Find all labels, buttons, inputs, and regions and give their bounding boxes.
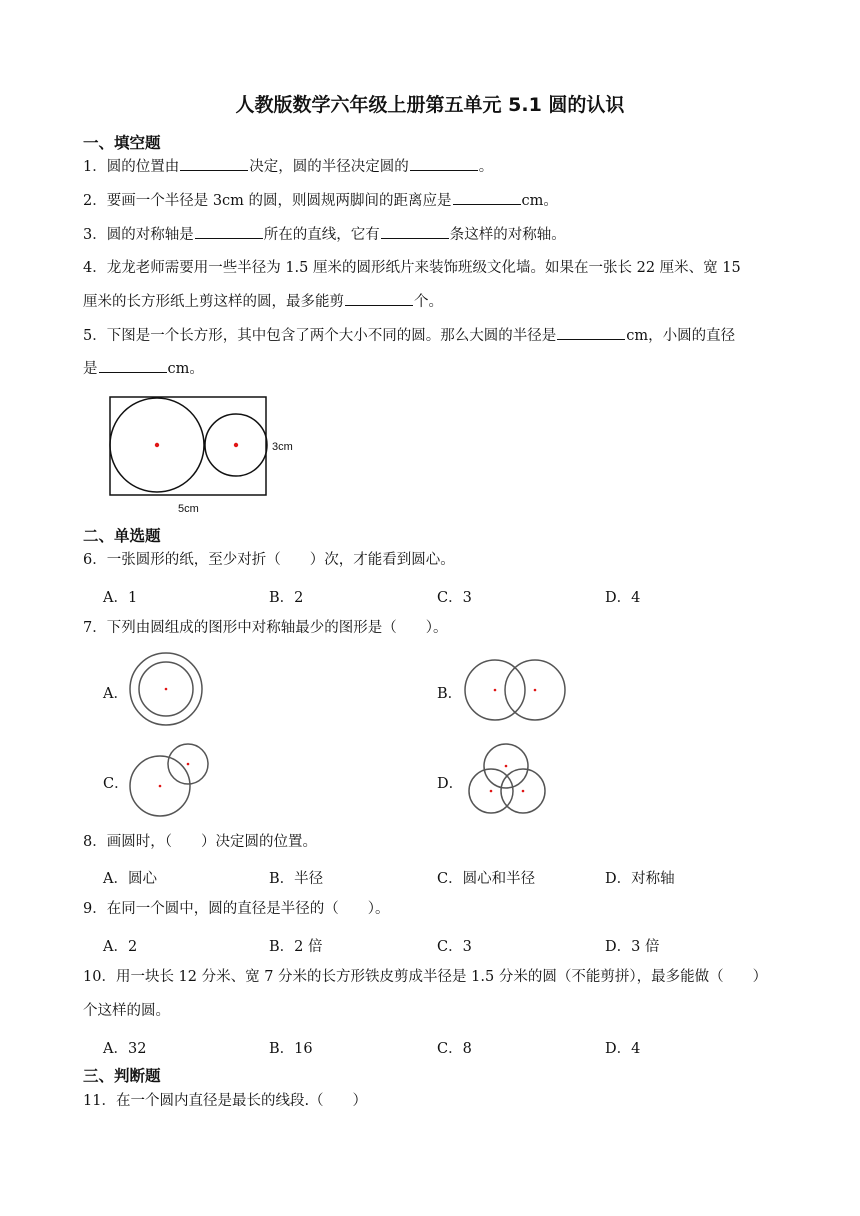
question-5-line-2: 是 cm。: [83, 353, 783, 386]
answer-blank[interactable]: [410, 154, 478, 171]
small-center-dot: [187, 763, 190, 766]
question-8: 8．画圆时，（ ）决定圆的位置。: [83, 834, 317, 850]
question-2: 2．要画一个半径是 3cm 的圆，则圆规两脚间的距离应是 cm。: [83, 185, 783, 218]
answer-blank[interactable]: [180, 154, 248, 171]
question-4-line-1: 4．龙龙老师需要用一些半径为 1.5 厘米的圆形纸片来装饰班级文化墙。如果在一张长 22 厘米、宽 15: [83, 260, 741, 276]
question-1: 1．圆的位置由 决定，圆的半径决定圆的 。: [83, 151, 783, 184]
option-d[interactable]: D．3 倍: [605, 939, 660, 955]
option-d[interactable]: D．4: [605, 590, 641, 606]
question-5-line-1: 5．下图是一个长方形，其中包含了两个大小不同的圆。那么大圆的半径是 cm，小圆的直径: [83, 320, 783, 353]
answer-blank[interactable]: [99, 356, 167, 373]
answer-blank[interactable]: [345, 289, 413, 306]
option-c[interactable]: C．: [103, 776, 129, 792]
page-title: 人教版数学六年级上册第五单元 5.1 圆的认识: [235, 94, 625, 116]
option-c[interactable]: C．3: [437, 590, 472, 606]
section-heading-choice: 二、单选题: [83, 527, 161, 545]
option-a[interactable]: A．2: [103, 939, 138, 955]
option-b[interactable]: B．16: [269, 1041, 313, 1057]
option-a[interactable]: A．32: [103, 1041, 147, 1057]
large-circle-center-dot: [155, 443, 159, 447]
answer-blank[interactable]: [381, 222, 449, 239]
option-b[interactable]: B．半径: [269, 871, 324, 887]
option-b[interactable]: B．: [437, 686, 463, 702]
option-d[interactable]: D．对称轴: [605, 871, 675, 887]
option-b[interactable]: B．2: [269, 590, 304, 606]
three-circles-figure: [462, 742, 552, 818]
width-label: 5cm: [178, 503, 199, 515]
option-a[interactable]: A．: [103, 686, 128, 702]
question-7: 7．下列由圆组成的图形中对称轴最少的图形是（ ）。: [83, 620, 448, 636]
large-center-dot: [159, 785, 162, 788]
answer-blank[interactable]: [557, 323, 625, 340]
section-heading-judge: 三、判断题: [83, 1067, 161, 1085]
option-c[interactable]: C．3: [437, 939, 472, 955]
answer-blank[interactable]: [453, 188, 521, 205]
question-11: 11．在一个圆内直径是最长的线段.（ ）: [83, 1093, 368, 1109]
small-circle-center-dot: [234, 443, 238, 447]
option-b[interactable]: B．2 倍: [269, 939, 323, 955]
question-3: 3．圆的对称轴是 所在的直线，它有 条这样的对称轴。: [83, 219, 783, 252]
question-4-line-2: 厘米的长方形纸上剪这样的圆，最多能剪 个。: [83, 286, 783, 319]
concentric-circles-figure: [126, 652, 206, 728]
right-center-dot: [534, 689, 537, 692]
option-a[interactable]: A．圆心: [103, 871, 157, 887]
left-center-dot: [494, 689, 497, 692]
bottom-left-center-dot: [490, 790, 493, 793]
bottom-right-center-dot: [522, 790, 525, 793]
option-d[interactable]: D．4: [605, 1041, 641, 1057]
option-c[interactable]: C．8: [437, 1041, 472, 1057]
height-label: 3cm: [272, 441, 293, 453]
two-equal-circles-figure: [462, 658, 570, 722]
option-a[interactable]: A．1: [103, 590, 138, 606]
answer-blank[interactable]: [195, 222, 263, 239]
top-center-dot: [505, 765, 508, 768]
question-9: 9．在同一个圆中，圆的直径是半径的（ ）。: [83, 901, 390, 917]
question-6: 6．一张圆形的纸，至少对折（ ）次，才能看到圆心。: [83, 552, 455, 568]
rectangle-two-circles-figure: [100, 392, 310, 516]
question-10-line-1: 10．用一块长 12 分米、宽 7 分米的长方形铁皮剪成半径是 1.5 分米的圆（不能剪拼），最多能做（ ）: [83, 969, 768, 985]
option-c[interactable]: C．圆心和半径: [437, 871, 536, 887]
two-unequal-circles-figure: [126, 742, 212, 818]
question-10-line-2: 个这样的圆。: [83, 1003, 170, 1019]
center-dot: [165, 688, 168, 691]
section-heading-fill: 一、填空题: [83, 134, 161, 152]
option-d[interactable]: D．: [437, 776, 464, 792]
